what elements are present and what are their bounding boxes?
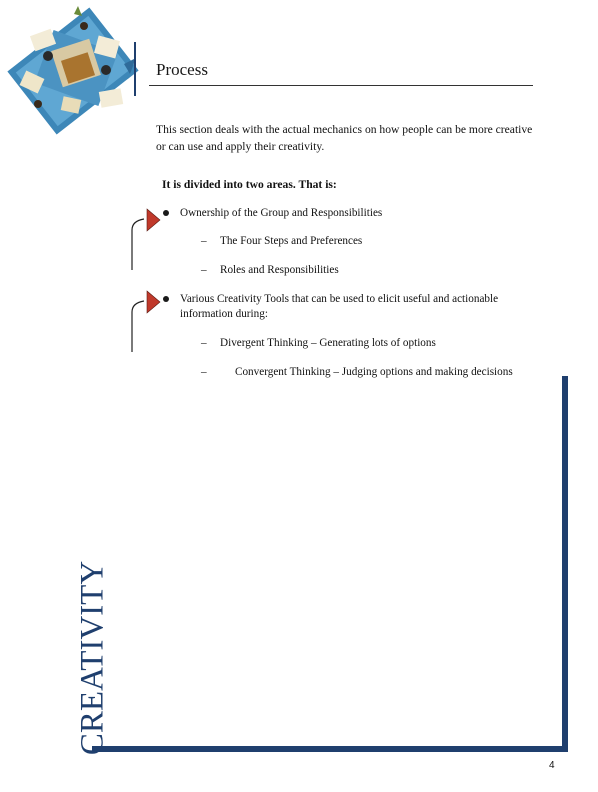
bullet-text: Ownership of the Group and Responsibilities: [180, 207, 383, 219]
page-number: 4: [549, 760, 555, 771]
collage-logo: [4, 4, 142, 138]
frame-bottom-border: [92, 746, 568, 752]
page-title: Process: [156, 60, 208, 79]
section-subheading: It is divided into two areas. That is:: [162, 178, 337, 191]
sub-bullet-dash: –: [201, 366, 207, 378]
intro-paragraph: This section deals with the actual mechanics on how people can be more creative or can use and apply their creativity.: [156, 123, 533, 153]
sub-bullet-dash: –: [201, 337, 207, 349]
red-triangle-pointer-icon: [126, 204, 162, 270]
sub-bullet-dash: –: [201, 235, 207, 247]
header-rule: [149, 85, 533, 86]
sub-bullet-dash: –: [201, 264, 207, 276]
bullet-dot: [163, 210, 169, 216]
sub-bullet-text: Convergent Thinking – Judging options and making decisions: [235, 366, 513, 378]
frame-right-border: [562, 376, 568, 752]
red-triangle-pointer-icon: [126, 286, 162, 352]
header-vertical-rule: [134, 42, 136, 96]
sub-bullet-text: Roles and Responsibilities: [220, 264, 339, 276]
bullet-dot: [163, 296, 169, 302]
sub-bullet-text: Divergent Thinking – Generating lots of options: [220, 337, 436, 349]
side-label: CREATIVITY: [74, 560, 111, 756]
bullet-text: Various Creativity Tools that can be used to elicit useful and actionable information during:: [180, 293, 499, 320]
side-label-container: [74, 560, 111, 756]
sub-bullet-text: The Four Steps and Preferences: [220, 235, 363, 247]
